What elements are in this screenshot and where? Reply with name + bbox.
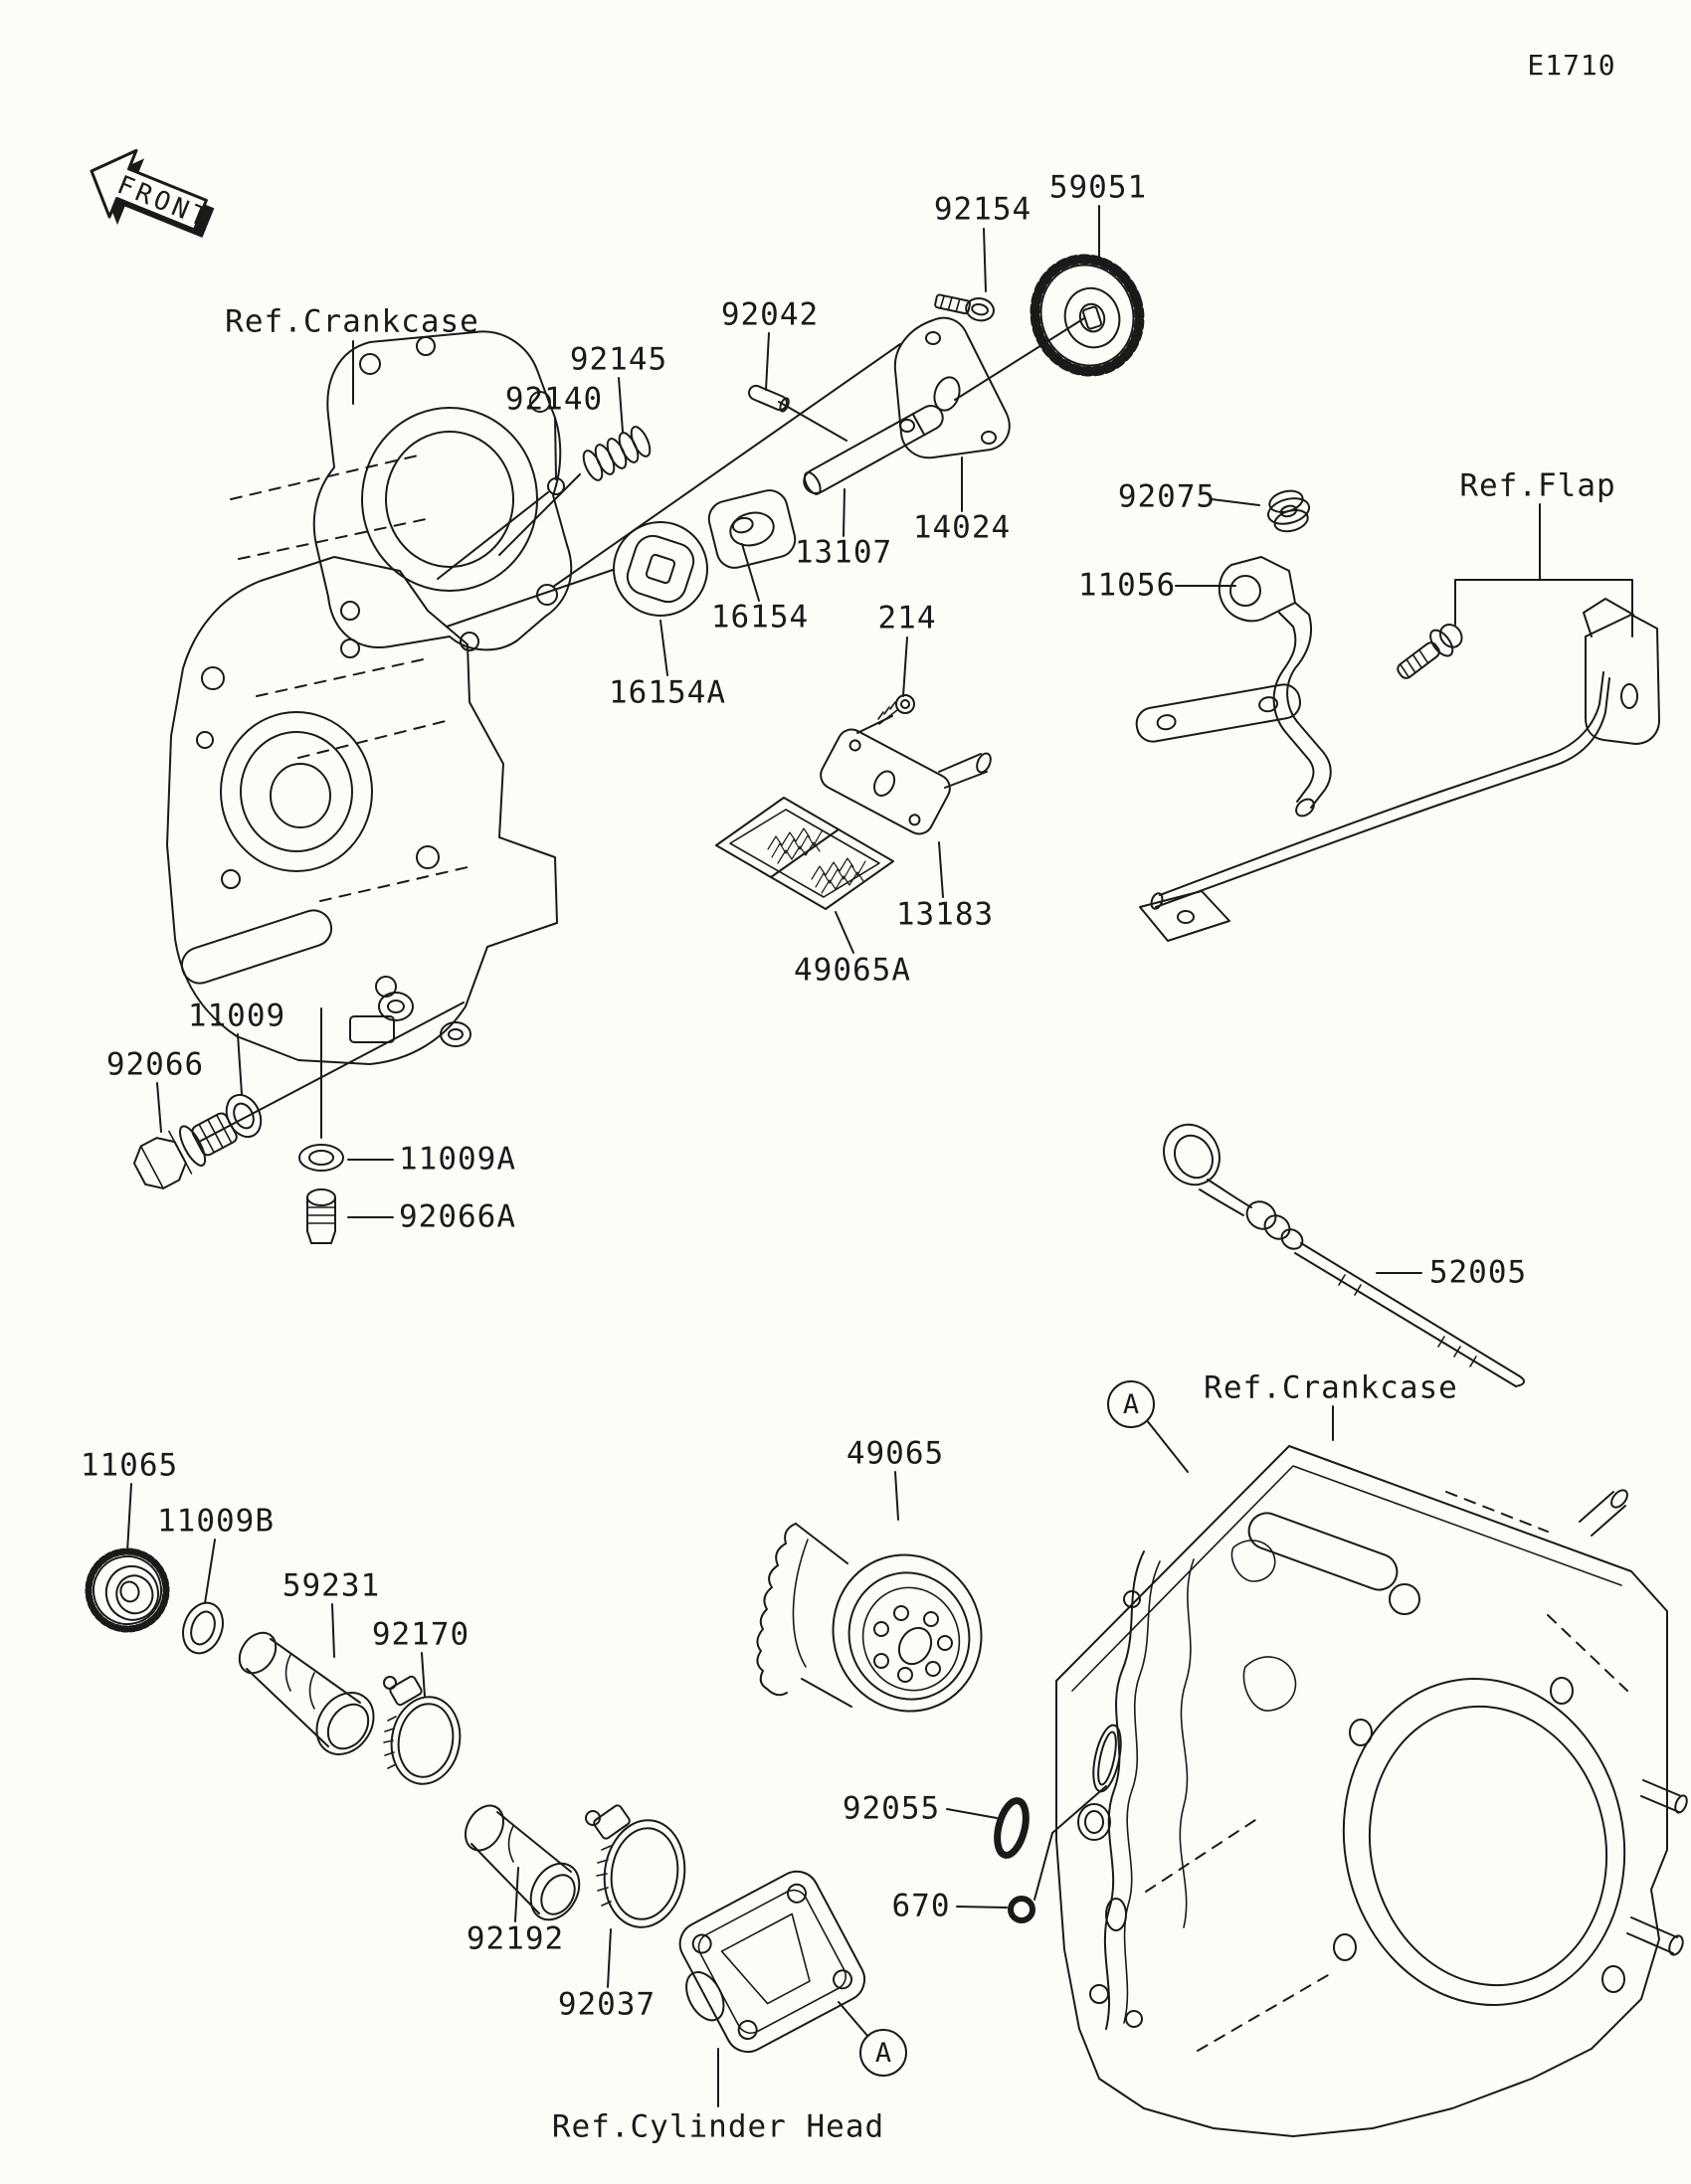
part-92192: 92192 bbox=[466, 1920, 565, 1957]
ref-cylinder-head: Ref.Cylinder Head bbox=[551, 2108, 885, 2145]
oil-screen-49065A-drawing bbox=[716, 798, 893, 909]
oring-670-drawing bbox=[1011, 1899, 1033, 1920]
washer-11009B-drawing bbox=[176, 1597, 229, 1659]
part-11009: 11009 bbox=[187, 998, 286, 1034]
plate-13183-drawing bbox=[816, 725, 993, 839]
part-92037: 92037 bbox=[557, 1986, 657, 2023]
dipstick-52005-drawing bbox=[1154, 1115, 1524, 1386]
part-92140: 92140 bbox=[504, 381, 604, 418]
flap-assembly-drawing bbox=[1134, 599, 1659, 941]
part-92154: 92154 bbox=[933, 191, 1033, 228]
pump-rotor-16154A-drawing bbox=[614, 522, 707, 616]
part-11009A: 11009A bbox=[399, 1141, 516, 1178]
pump-cover-14024-drawing bbox=[895, 318, 1010, 458]
view-marker-A-crankcase: A bbox=[1107, 1380, 1155, 1428]
plug-92066A-drawing bbox=[307, 1189, 335, 1243]
oil-filter-49065-drawing bbox=[757, 1524, 1001, 1730]
part-13183: 13183 bbox=[895, 896, 995, 933]
part-92042: 92042 bbox=[720, 296, 820, 333]
part-92170: 92170 bbox=[371, 1616, 470, 1653]
screw-214-drawing bbox=[878, 695, 914, 724]
bracket-11056-drawing bbox=[1220, 557, 1331, 819]
ref-crankcase-lower: Ref.Crankcase bbox=[1204, 1369, 1458, 1406]
fitting-59231-drawing bbox=[232, 1626, 385, 1765]
part-92145: 92145 bbox=[569, 341, 668, 378]
pump-gear-59051-drawing bbox=[1021, 246, 1154, 386]
front-direction-arrow bbox=[79, 138, 224, 257]
washer-11009A-drawing bbox=[299, 1145, 343, 1171]
part-16154: 16154 bbox=[710, 599, 810, 636]
part-92055: 92055 bbox=[842, 1790, 941, 1827]
part-49065A: 49065A bbox=[794, 952, 911, 989]
ref-flap: Ref.Flap bbox=[1459, 467, 1616, 504]
spring-92145-drawing bbox=[580, 425, 654, 483]
breather-cover-drawing bbox=[658, 1864, 872, 2067]
part-11056: 11056 bbox=[1077, 567, 1177, 604]
part-16154A: 16154A bbox=[609, 674, 726, 711]
ref-crankcase-upper: Ref.Crankcase bbox=[225, 303, 479, 340]
oring-92055-drawing bbox=[993, 1798, 1032, 1859]
shaft-13107-drawing bbox=[800, 402, 947, 498]
grommet-92075-drawing bbox=[1263, 486, 1314, 536]
part-13107: 13107 bbox=[794, 534, 893, 571]
lower-crankcase-drawing bbox=[1056, 1446, 1689, 2136]
pin-92042-drawing bbox=[747, 384, 791, 413]
clamp-92037-drawing bbox=[586, 1804, 691, 1932]
flap-bolt-drawing bbox=[1392, 618, 1468, 685]
drain-bolt-92066-drawing bbox=[128, 1104, 242, 1194]
part-52005: 52005 bbox=[1428, 1254, 1528, 1291]
part-11065: 11065 bbox=[80, 1447, 179, 1484]
part-92066A: 92066A bbox=[399, 1198, 516, 1235]
drawing-code: E1710 bbox=[1527, 49, 1616, 82]
part-92066: 92066 bbox=[105, 1046, 205, 1083]
front-arrow-label: FRONT bbox=[112, 170, 215, 235]
part-11009B: 11009B bbox=[157, 1503, 275, 1540]
assembly-lines bbox=[201, 318, 1084, 1141]
part-59051: 59051 bbox=[1048, 169, 1148, 206]
hidden-edge-lines bbox=[231, 455, 468, 901]
part-214: 214 bbox=[877, 600, 937, 637]
hose-92192-drawing bbox=[458, 1799, 589, 1928]
part-92075: 92075 bbox=[1117, 478, 1217, 515]
part-59231: 59231 bbox=[282, 1567, 381, 1604]
pump-body-16154-drawing bbox=[705, 486, 799, 571]
breather-11065-drawing bbox=[80, 1543, 175, 1638]
part-49065: 49065 bbox=[846, 1435, 945, 1472]
upper-crankcase-drawing bbox=[167, 331, 571, 1064]
part-14024: 14024 bbox=[912, 509, 1012, 546]
part-670: 670 bbox=[891, 1888, 951, 1924]
view-marker-A-cover: A bbox=[859, 2029, 907, 2077]
